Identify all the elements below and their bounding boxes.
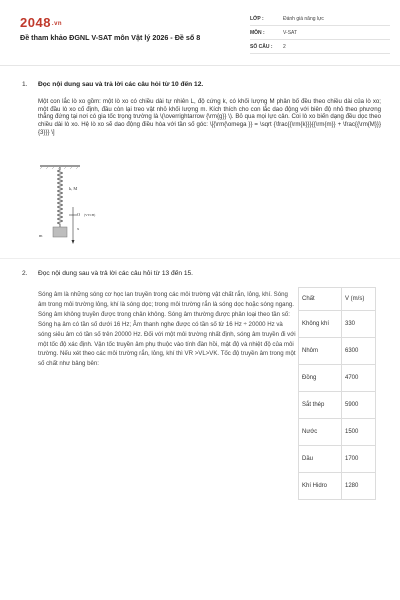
table-cell: Không khí	[299, 311, 342, 338]
spring-coil	[58, 167, 63, 227]
table-cell: 1700	[342, 446, 376, 473]
table-cell: 330	[342, 311, 376, 338]
x-axis-arrow	[72, 240, 75, 244]
document-title: Đề tham khảo ĐGNL V-SAT môn Vật lý 2026 - Đề số 8	[20, 33, 201, 42]
question-heading: Đọc nội dung sau và trả lời các câu hỏi từ 13 đến 15.	[38, 270, 193, 277]
spring-diagram	[40, 165, 130, 247]
table-row	[299, 473, 376, 500]
origin-label: O	[77, 212, 81, 217]
header-divider	[0, 65, 400, 66]
table-cell: Nhôm	[299, 338, 342, 365]
meta-row-class	[250, 12, 390, 26]
table-cell: Đồng	[299, 365, 342, 392]
question-heading: Đọc nội dung sau và trả lời các câu hỏi từ 10 đến 12.	[38, 81, 204, 88]
spring-pendulum-figure	[40, 165, 130, 247]
table-row	[299, 419, 376, 446]
table-header-cell: V (m/s)	[342, 288, 376, 311]
question-number: 2.	[22, 270, 28, 277]
meta-label: SỐ CÂU :	[250, 43, 273, 50]
table-row	[299, 338, 376, 365]
table-cell: Sắt thép	[299, 392, 342, 419]
table-cell: 1500	[342, 419, 376, 446]
meta-label: LỚP :	[250, 15, 264, 22]
table-cell: Khí Hidro	[299, 473, 342, 500]
meta-table	[250, 12, 390, 54]
meta-label: MÔN :	[250, 29, 265, 36]
table-cell: Nước	[299, 419, 342, 446]
meta-row-subject	[250, 26, 390, 40]
mass-label: m	[39, 233, 43, 238]
meta-row-count	[250, 40, 390, 54]
equilibrium-label: (VTCB)	[84, 213, 96, 217]
table-cell: Dầu	[299, 446, 342, 473]
axis-label: x	[77, 226, 80, 231]
question-body: Một con lắc lò xo gồm: một lò xo có chiều dài tự nhiên L, độ cứng k, có khối lượng M phân bố đều theo chiều dài của lò xo; một đầu lò xo cố định, đầu còn lại treo vật nhỏ khối lượng m. Kích thích cho con lắc dao động với biên độ nhỏ theo phương thẳng đứng tại nơi có gia tốc trọng trường là \(\overrightarrow {\rm{g}} \). Bỏ qua mọi lực cản. Coi lò xo biến dạng đều dọc theo chiều dài lò xo. Hệ lò xo sẽ dao động điều hòa với tần số góc: \[{\rm{\omega }} = \sqrt {\frac{{\rm{k}}}{{\rm{m}} + \frac{{\rm{M}}}{3}}} \]	[38, 98, 381, 136]
table-row	[299, 446, 376, 473]
table-row	[299, 392, 376, 419]
meta-value: V-SAT	[283, 29, 298, 36]
table-row	[299, 365, 376, 392]
section-divider	[0, 258, 400, 259]
question-number: 1.	[22, 81, 28, 88]
question-body: Sóng âm là những sóng cơ học lan truyền trong các môi trường vật chất rắn, lỏng, khí. Sóng âm trong môi trường lỏng, khí là sóng dọc; trong môi trường rắn là sóng dọc hoặc sóng ngang. Sóng âm không truyền được trong chân không. Sóng âm thường được phân loại theo tần số: Sóng hạ âm có tần số dưới 16 Hz; Âm thanh nghe được có tần số từ 16 Hz ÷ 20000 Hz và sóng siêu âm có tần số trên 20000 Hz. Đối với một môi trường nhất định, sóng âm truyền đi với một tốc độ xác định. Vận tốc truyền âm phụ thuộc vào tính đàn hồi, mật độ và nhiệt độ của môi trường. Nếu xét theo các môi trường rắn, lỏng, khí thì VR >VL>VK. Tốc độ truyền âm trong một số chất như bảng bên:	[38, 291, 296, 368]
site-logo[interactable]	[20, 15, 62, 30]
spring-label: k, M	[69, 186, 78, 191]
table-cell: 4700	[342, 365, 376, 392]
logo-text: 2048	[20, 15, 51, 30]
mass-block	[53, 227, 67, 237]
table-cell: 5900	[342, 392, 376, 419]
table-row	[299, 311, 376, 338]
table-header-cell: Chất	[299, 288, 342, 311]
meta-value: Đánh giá năng lực	[283, 15, 324, 22]
table-cell: 6300	[342, 338, 376, 365]
table-header-row	[299, 288, 376, 311]
meta-value: 2	[283, 43, 286, 50]
sound-speed-table	[298, 287, 376, 500]
ceiling-support	[40, 165, 80, 167]
logo-suffix: .vn	[51, 20, 63, 27]
table-cell: 1280	[342, 473, 376, 500]
